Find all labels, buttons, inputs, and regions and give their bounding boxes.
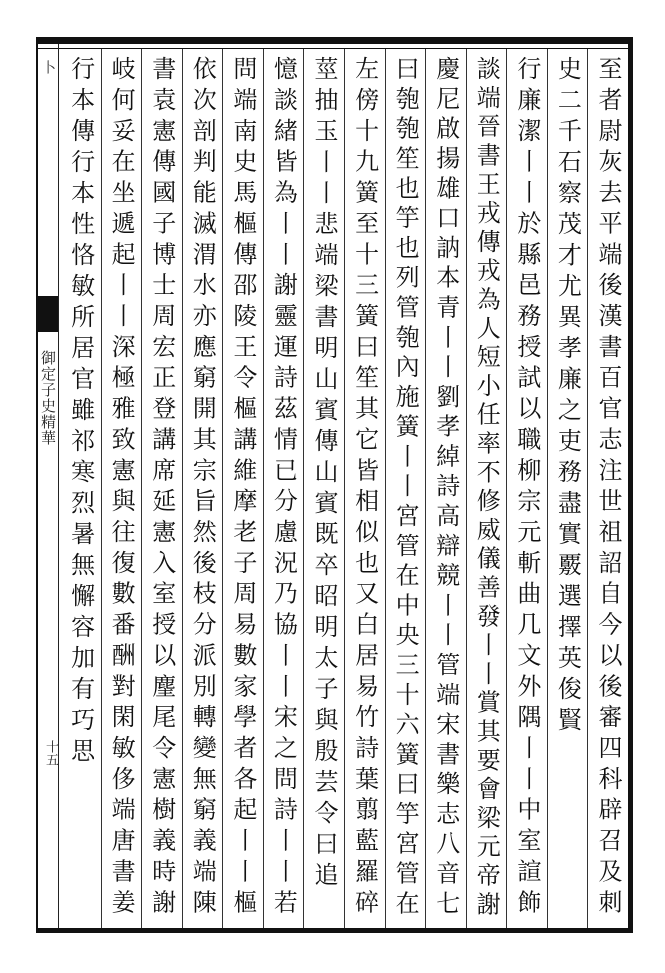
column-text: 行廉潔丨丨於縣邑務授試以職柳宗元斬曲几文外隅丨丨中室諠飾 <box>512 56 541 920</box>
text-column <box>547 56 588 920</box>
column-rule <box>303 49 304 928</box>
column-text: 至者尉灰去平端後漢書百官志注世祖詔自今以後審四科辟召及刺 <box>594 56 622 920</box>
fishtail-mark <box>36 296 58 332</box>
column-rule <box>182 49 183 928</box>
column-rule <box>385 49 386 928</box>
column-rule <box>263 49 264 928</box>
column-rule <box>506 49 507 928</box>
text-column <box>344 56 385 920</box>
column-rule <box>141 49 142 928</box>
margin-top-mark: 卜 <box>40 60 56 74</box>
column-text: 行本傳行本性恪敏所居官雖祁寒烈暑無懈容加有巧思 <box>66 56 95 769</box>
text-column <box>60 56 101 920</box>
frame-left-border <box>36 37 38 933</box>
text-column <box>506 56 547 920</box>
column-rule <box>222 49 223 928</box>
text-column <box>466 56 507 920</box>
column-rule <box>425 49 426 928</box>
column-text: 慶尼啟揚雄口訥本青丨丨劉孝綽詩高辯競丨丨管端宋書樂志八音七 <box>431 56 460 920</box>
frame-top-border <box>36 37 632 44</box>
column-rule <box>587 49 588 928</box>
text-column <box>101 56 142 920</box>
text-column <box>141 56 182 920</box>
column-text: 依次剖判能滅渭水亦應窮開其宗旨然後枝分派別轉變無窮義端陳 <box>188 56 217 920</box>
column-text: 莖抽玉丨丨悲端梁書明山賓傳山賓既卒昭明太子與殷芸令曰追 <box>310 56 338 893</box>
frame-right-border <box>628 37 633 933</box>
text-column <box>425 56 466 920</box>
column-text: 岐何妥在坐遞起丨丨深極雅致憲與往復數番酬對閑敏侈端唐書姜 <box>107 56 136 920</box>
text-column <box>182 56 223 920</box>
column-text: 史二千石察茂才尤異孝廉之吏務盡實覈選擇英俊賢 <box>553 56 582 738</box>
text-column <box>222 56 263 920</box>
margin-divider <box>58 44 59 928</box>
text-column <box>263 56 304 920</box>
column-text: 憶談緒皆為丨丨謝靈運詩茲情已分慮況乃協丨丨宋之問詩丨丨若 <box>269 56 298 920</box>
page-number: 十五 <box>43 740 58 766</box>
column-rule <box>547 49 548 928</box>
text-column <box>303 56 344 920</box>
column-rule <box>101 49 102 928</box>
column-text: 左傍十九簧至十三簧曰笙其它皆相似也又白居易竹詩葉翦藍羅碎 <box>350 56 379 920</box>
text-column <box>587 56 628 920</box>
frame-top-inner-border <box>36 48 632 49</box>
column-rule <box>344 49 345 928</box>
column-text: 問端南史馬樞傳邵陵王令樞講維摩老子周易數家學者各起丨丨樞 <box>228 56 257 920</box>
column-rule <box>466 49 467 928</box>
column-text: 談端晉書王戎傳戎為人短小任率不修威儀善發丨丨賞其要會梁元帝謝 <box>472 56 501 920</box>
text-column <box>385 56 426 920</box>
column-text: 曰匏匏笙也竽也列管匏內施簧丨丨宮管在中央三十六簧曰竽宮管在 <box>391 56 420 920</box>
column-text: 書袁憲傳國子博士周宏正登講席延憲入室授以麈尾令憲樹義時謝 <box>147 56 176 920</box>
margin-book-title: 御定子史精華 <box>39 350 57 446</box>
frame-bottom-border <box>36 928 632 933</box>
